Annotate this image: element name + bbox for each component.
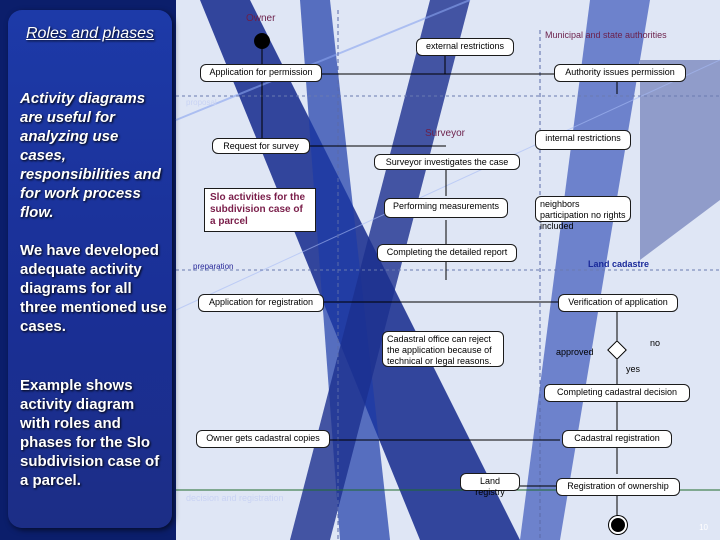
sidebar-paragraph-activity: Activity diagrams are useful for analyzing use cases, responsibilities and for work process flow. — [20, 90, 161, 221]
activity-owner-copies: Owner gets cadastral copies — [196, 430, 330, 448]
phase-preparation: preparation — [193, 262, 234, 271]
activity-completing-report: Completing the detailed report — [377, 244, 517, 262]
decision-yes-label: yes — [626, 364, 641, 374]
activity-verification: Verification of application — [558, 294, 678, 312]
activity-neighbors-participation: neighbors participation no rights included — [535, 196, 631, 222]
role-surveyor: Surveyor — [425, 128, 466, 139]
activity-surveyor-investigates: Surveyor investigates the case — [374, 154, 520, 170]
slide-title: Roles and phases — [25, 25, 155, 42]
start-node — [254, 33, 270, 49]
activity-registration-ownership: Registration of ownership — [556, 478, 680, 496]
activity-authority-issues: Authority issues permission — [554, 64, 686, 82]
activity-land-registry: Land registry — [460, 473, 520, 491]
decision-no-label: no — [650, 338, 661, 348]
role-land-cadastre: Land cadastre — [588, 259, 650, 269]
phase-decision: decision and registration — [186, 493, 284, 503]
activity-application-permission: Application for permission — [200, 64, 322, 82]
sidebar-paragraph-example: Example shows activity diagram with roles and phases for the Slo subdivision case of a parcel. — [20, 377, 160, 489]
activity-external-restrictions: external restrictions — [416, 38, 514, 56]
decision-approved-label: approved — [556, 347, 594, 357]
activity-internal-restrictions: internal restrictions — [535, 130, 631, 150]
page-number: 10 — [699, 523, 708, 532]
end-node — [609, 516, 627, 534]
role-owner: Owner — [246, 13, 276, 24]
slo-activities-note: Slo activities for the subdivision case of a parcel — [204, 188, 316, 232]
activity-application-registration: Application for registration — [198, 294, 324, 312]
role-authorities: Municipal and state authorities — [545, 30, 667, 40]
activity-request-survey: Request for survey — [212, 138, 310, 154]
activity-cadastral-reject: Cadastral office can reject the application because of technical or legal reasons. — [382, 331, 504, 367]
phase-proposal: proposal — [186, 98, 217, 107]
activity-performing-measurements: Performing measurements — [384, 198, 508, 218]
sidebar-paragraph-developed: We have developed adequate activity diagrams for all three mentioned use cases. — [20, 242, 167, 335]
activity-cadastral-registration: Cadastral registration — [562, 430, 672, 448]
activity-completing-decision: Completing cadastral decision — [544, 384, 690, 402]
